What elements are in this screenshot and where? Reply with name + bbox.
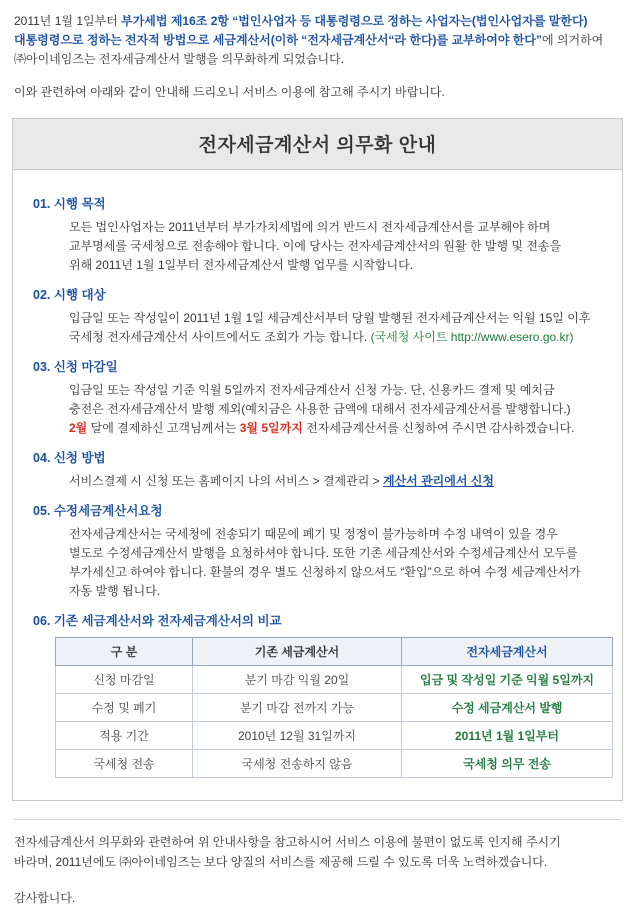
panel-title: 전자세금계산서 의무화 안내 bbox=[13, 119, 622, 170]
section-purpose-body bbox=[69, 218, 604, 275]
panel-body bbox=[13, 170, 622, 800]
apply-path-text: 서비스결제 시 신청 또는 홈페이지 나의 서비스 > 결제관리 > bbox=[69, 474, 383, 488]
intro-line-1-highlight: 부가세법 제16조 2항 “법인사업자 등 대통령령으로 정하는 사업자는(법인사업자를 말한다) bbox=[121, 14, 588, 28]
section-target-body bbox=[69, 309, 604, 347]
row-2-legacy: 분기 마감 전까지 가능 bbox=[193, 694, 402, 722]
section-deadline-heading: 03. 신청 마감일 bbox=[33, 360, 118, 374]
section-target-heading: 02. 시행 대상 bbox=[33, 288, 106, 302]
row-1-electronic: 입금 및 작성일 기준 익월 5일까지 bbox=[402, 666, 613, 694]
section-purpose-heading: 01. 시행 목적 bbox=[33, 197, 106, 211]
section-deadline-line-1: 입금일 또는 작성일 기준 익월 5일까지 전자세금계산서 신청 가능. 단, 신용카드 결제 및 예치금 bbox=[69, 383, 555, 397]
section-purpose-line-3: 위해 2011년 1월 1일부터 전자세금계산서 발행 업무를 시작합니다. bbox=[69, 258, 414, 272]
section-revision-line-3: 부가세신고 하여야 합니다. 환불의 경우 별도 신청하지 않으셔도 “환입”으로 하여 수정 세금계산서가 bbox=[69, 565, 581, 579]
intro-block bbox=[12, 8, 623, 102]
section-purpose-line-2: 교부명세를 국세청으로 전송해야 합니다. 이에 당사는 전자세금계산서의 원활 한 발행 및 전송을 bbox=[69, 239, 562, 253]
row-4-electronic: 국세청 의무 전송 bbox=[402, 750, 613, 778]
footer-divider bbox=[14, 819, 621, 820]
footer-line-2: 바라며, 2011년에도 ㈜아이네임즈는 보다 양질의 서비스를 제공해 드릴 수 있도록 더욱 노력하겠습니다. bbox=[14, 855, 548, 869]
intro-line-3: ㈜아이네임즈는 전자세금계산서 발행을 의무화하게 되었습니다. bbox=[14, 52, 345, 66]
table-header-electronic: 전자세금계산서 bbox=[402, 638, 613, 666]
section-target-line-2-text: 국세청 전자세금계산서 사이트에서도 조회가 가능 합니다. bbox=[69, 330, 368, 344]
section-revision-request bbox=[31, 501, 604, 601]
deadline-text-1: 달에 결제하신 고객님께서는 bbox=[87, 421, 240, 435]
intro-line-2-highlight: 대통령령으로 정하는 전자적 방법으로 세금계산서(이하 “전자세금계산서“라 한다)를 교부하여야 한다” bbox=[14, 33, 542, 47]
comparison-table bbox=[55, 637, 613, 778]
section-apply-method-body bbox=[69, 472, 604, 491]
section-apply-method-line-1 bbox=[69, 472, 604, 491]
row-3-category: 적용 기간 bbox=[56, 722, 193, 750]
section-apply-method-heading: 04. 신청 방법 bbox=[33, 451, 106, 465]
deadline-date: 3월 5일까지 bbox=[239, 421, 303, 435]
section-revision-line-1: 전자세금계산서는 국세청에 전송되기 때문에 폐기 및 정정이 불가능하며 수정 내역이 있을 경우 bbox=[69, 527, 558, 541]
intro-note: 이와 관련하여 아래와 같이 안내해 드리오니 서비스 이용에 참고해 주시기 바랍니다. bbox=[14, 85, 445, 99]
invoice-management-link[interactable]: 계산서 관리에서 신청 bbox=[382, 474, 494, 488]
notice-panel bbox=[12, 118, 623, 801]
footer-line-1: 전자세금계산서 의무화와 관련하여 위 안내사항을 참고하시어 서비스 이용에 불편이 없도록 인지해 주시기 bbox=[14, 835, 561, 849]
section-revision-line-2: 별도로 수정세금계산서 발행을 요청하셔야 합니다. 또한 기존 세금계산서와 수정세금계산서 모두를 bbox=[69, 546, 578, 560]
section-comparison bbox=[31, 611, 604, 778]
table-row bbox=[56, 666, 613, 694]
section-revision-request-body bbox=[69, 525, 604, 601]
table-row bbox=[56, 722, 613, 750]
section-deadline-body bbox=[69, 381, 604, 438]
footer-block bbox=[12, 832, 623, 922]
section-purpose bbox=[31, 194, 604, 275]
intro-line-1-prefix: 2011년 1월 1일부터 bbox=[14, 14, 122, 28]
intro-line-2 bbox=[14, 31, 621, 50]
deadline-month: 2월 bbox=[69, 421, 88, 435]
intro-line-2-tail: 에 의거하여 bbox=[541, 33, 604, 47]
row-2-category: 수정 및 폐기 bbox=[56, 694, 193, 722]
section-target-line-2 bbox=[69, 328, 604, 347]
section-comparison-heading: 06. 기존 세금계산서와 전자세금계산서의 비교 bbox=[33, 614, 282, 628]
table-row bbox=[56, 694, 613, 722]
row-1-legacy: 분기 마감 익월 20일 bbox=[193, 666, 402, 694]
section-target-line-1: 입금일 또는 작성일이 2011년 1월 1일 세금계산서부터 당월 발행된 전자세금계산서는 익월 15일 이후 bbox=[69, 311, 591, 325]
row-3-electronic: 2011년 1월 1일부터 bbox=[402, 722, 613, 750]
section-revision-request-heading: 05. 수정세금계산서요청 bbox=[33, 504, 163, 518]
section-revision-line-4: 자동 발행 됩니다. bbox=[69, 584, 161, 598]
row-1-category: 신청 마감일 bbox=[56, 666, 193, 694]
row-3-legacy: 2010년 12월 31일까지 bbox=[193, 722, 402, 750]
table-header-legacy: 기존 세금계산서 bbox=[193, 638, 402, 666]
row-4-category: 국세청 전송 bbox=[56, 750, 193, 778]
row-4-legacy: 국세청 전송하지 않음 bbox=[193, 750, 402, 778]
section-target bbox=[31, 285, 604, 347]
table-header-row bbox=[56, 638, 613, 666]
section-deadline bbox=[31, 357, 604, 438]
section-purpose-line-1: 모든 법인사업자는 2011년부터 부가가치세법에 의거 반드시 전자세금계산서를 교부해야 하며 bbox=[69, 220, 551, 234]
row-2-electronic: 수정 세금계산서 발행 bbox=[402, 694, 613, 722]
intro-line-1 bbox=[14, 12, 621, 31]
section-deadline-emphasis bbox=[69, 419, 604, 438]
section-deadline-line-2: 충전은 전자세금계산서 발행 제외(예치금은 사용한 금액에 대해서 전자세금계산서를 발행합니다.) bbox=[69, 402, 571, 416]
table-row bbox=[56, 750, 613, 778]
table-header-category: 구 분 bbox=[56, 638, 193, 666]
nts-site-link[interactable]: (국세청 사이트 http://www.esero.go.kr) bbox=[370, 330, 574, 344]
footer-thanks: 감사합니다. bbox=[14, 891, 76, 905]
section-apply-method bbox=[31, 448, 604, 491]
deadline-text-2: 전자세금계산서를 신청하여 주시면 감사하겠습니다. bbox=[302, 421, 575, 435]
